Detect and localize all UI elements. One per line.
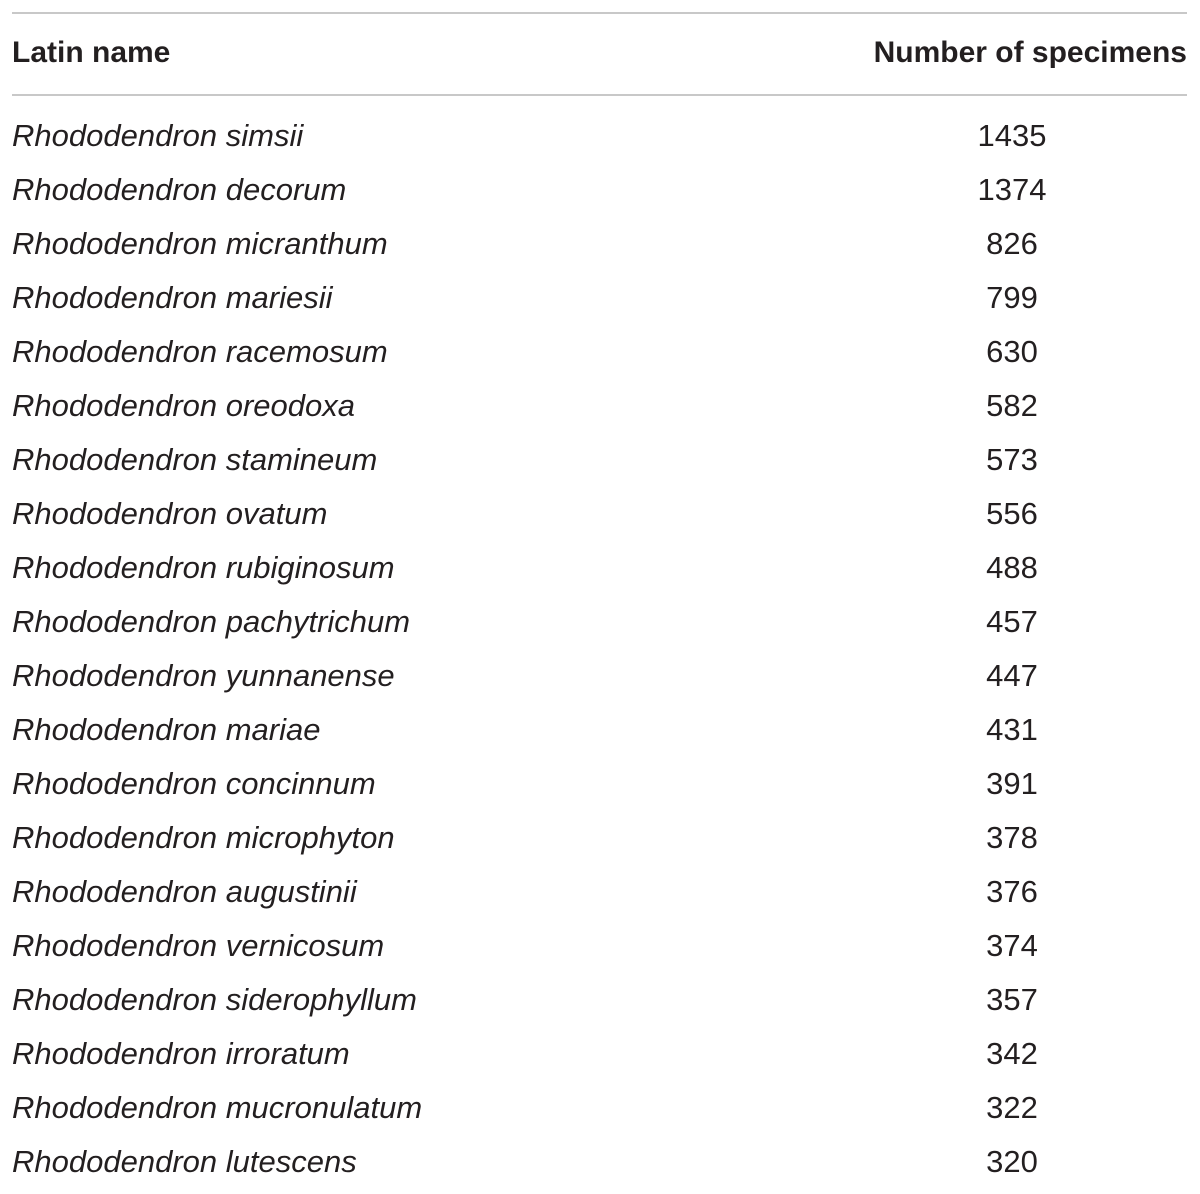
specimen-count-cell: 322: [986, 1090, 1038, 1125]
table-row: [12, 870, 1187, 924]
table-header: [12, 14, 1187, 96]
table-row: [12, 762, 1187, 816]
specimen-count-cell: 357: [986, 982, 1038, 1017]
specimen-count-cell: 1374: [977, 172, 1047, 207]
specimen-count-cell: 799: [986, 280, 1038, 315]
specimen-count-cell: 488: [986, 550, 1038, 585]
latin-name-cell: Rhododendron oreodoxa: [12, 388, 355, 423]
table-row: [12, 1086, 1187, 1140]
table-row: [12, 816, 1187, 870]
table-row: [12, 546, 1187, 600]
latin-name-cell: Rhododendron concinnum: [12, 766, 376, 801]
latin-name-cell: Rhododendron decorum: [12, 172, 347, 207]
header-number-of-specimens: Number of specimens: [873, 36, 1187, 69]
latin-name-cell: Rhododendron irroratum: [12, 1036, 350, 1071]
specimen-count-cell: 556: [986, 496, 1038, 531]
table-row: [12, 1032, 1187, 1086]
latin-name-cell: Rhododendron siderophyllum: [12, 982, 417, 1017]
latin-name-cell: Rhododendron racemosum: [12, 334, 388, 369]
latin-name-cell: Rhododendron simsii: [12, 118, 304, 153]
specimen-count-cell: 582: [986, 388, 1038, 423]
latin-name-cell: Rhododendron mucronulatum: [12, 1090, 423, 1125]
specimen-count-cell: 630: [986, 334, 1038, 369]
specimen-count-cell: 573: [986, 442, 1038, 477]
latin-name-cell: Rhododendron vernicosum: [12, 928, 385, 963]
header-latin-name: Latin name: [12, 36, 171, 69]
specimen-count-cell: 342: [986, 1036, 1038, 1071]
latin-name-cell: Rhododendron yunnanense: [12, 658, 395, 693]
specimen-count-cell: 378: [986, 820, 1038, 855]
specimen-count-cell: 457: [986, 604, 1038, 639]
specimen-count-cell: 374: [986, 928, 1038, 963]
table-row: [12, 276, 1187, 330]
specimen-count-cell: 1435: [977, 118, 1047, 153]
latin-name-cell: Rhododendron mariesii: [12, 280, 333, 315]
table-row: [12, 330, 1187, 384]
latin-name-cell: Rhododendron pachytrichum: [12, 604, 411, 639]
latin-name-cell: Rhododendron stamineum: [12, 442, 378, 477]
table-row: [12, 654, 1187, 708]
latin-name-cell: Rhododendron lutescens: [12, 1144, 357, 1179]
latin-name-cell: Rhododendron micranthum: [12, 226, 388, 261]
table-row: [12, 114, 1187, 168]
table-row: [12, 168, 1187, 222]
table-row: [12, 978, 1187, 1032]
table-row: [12, 492, 1187, 546]
latin-name-cell: Rhododendron mariae: [12, 712, 321, 747]
specimen-table: [12, 12, 1187, 1194]
latin-name-cell: Rhododendron rubiginosum: [12, 550, 395, 585]
specimen-count-cell: 376: [986, 874, 1038, 909]
table-row: [12, 384, 1187, 438]
table-row: [12, 438, 1187, 492]
latin-name-cell: Rhododendron ovatum: [12, 496, 328, 531]
table-row: [12, 1140, 1187, 1194]
specimen-count-cell: 391: [986, 766, 1038, 801]
specimen-count-cell: 431: [986, 712, 1038, 747]
table-body: [12, 96, 1187, 1194]
table-row: [12, 924, 1187, 978]
specimen-count-cell: 447: [986, 658, 1038, 693]
latin-name-cell: Rhododendron microphyton: [12, 820, 395, 855]
specimen-count-cell: 826: [986, 226, 1038, 261]
table-row: [12, 222, 1187, 276]
latin-name-cell: Rhododendron augustinii: [12, 874, 357, 909]
table-row: [12, 600, 1187, 654]
specimen-count-cell: 320: [986, 1144, 1038, 1179]
table-row: [12, 708, 1187, 762]
